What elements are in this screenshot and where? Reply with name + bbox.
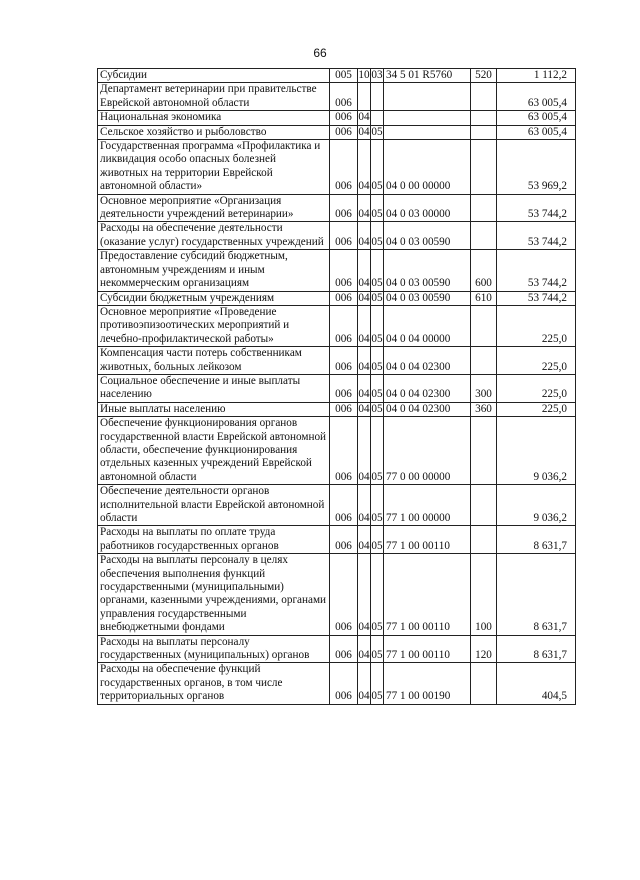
ministry-code-cell: 006: [330, 140, 358, 195]
amount-cell: 225,0: [497, 347, 576, 375]
amount-cell: 8 631,7: [497, 526, 576, 554]
ministry-code-cell: 006: [330, 526, 358, 554]
target-item-code-cell: 04 0 04 02300: [384, 402, 471, 416]
table-row: [98, 69, 576, 83]
row-name-cell: Расходы на обеспечение функций государственных органов, в том числе территориальных органов: [98, 663, 330, 704]
target-item-code-cell: 77 1 00 00110: [384, 635, 471, 663]
section-code-cell: 04: [358, 635, 371, 663]
section-code-cell: 04: [358, 347, 371, 375]
subsection-code-cell: 05: [371, 194, 384, 222]
amount-cell: 63 005,4: [497, 111, 576, 125]
expense-type-code-cell: [471, 305, 497, 346]
target-item-code-cell: 77 1 00 00110: [384, 526, 471, 554]
row-name-cell: Компенсация части потерь собственникам животных, больных лейкозом: [98, 347, 330, 375]
ministry-code-cell: 005: [330, 69, 358, 83]
ministry-code-cell: 006: [330, 305, 358, 346]
amount-cell: 63 005,4: [497, 125, 576, 139]
section-code-cell: 04: [358, 291, 370, 304]
row-name-cell: Социальное обеспечение и иные выплаты населению: [98, 374, 330, 402]
expense-type-code-cell: 600: [471, 250, 497, 291]
budget-table: [97, 68, 576, 705]
ministry-code-cell: 006: [330, 485, 358, 526]
section-code-cell: 04: [358, 125, 370, 138]
expense-type-code-cell: 360: [471, 402, 497, 416]
target-item-code-cell: 04 0 03 00590: [384, 291, 471, 305]
target-item-code-cell: [384, 83, 471, 111]
section-code-cell: 04: [358, 194, 371, 222]
subsection-code-cell: 05: [371, 663, 384, 704]
row-name-cell: Основное мероприятие «Организация деятельности учреждений ветеринарии»: [98, 194, 330, 222]
section-code-cell: 04: [358, 526, 371, 554]
subsection-code-cell: [371, 83, 384, 111]
ministry-code-cell: 006: [330, 417, 358, 485]
ministry-code-cell: 006: [330, 250, 358, 291]
amount-cell: 8 631,7: [497, 554, 576, 635]
row-name-cell: Национальная экономика: [98, 111, 330, 125]
amount-cell: 1 112,2: [497, 69, 576, 83]
table-row: [98, 222, 576, 250]
ministry-code-cell: 006: [330, 554, 358, 635]
expense-type-code-cell: [471, 125, 497, 139]
row-name-cell: Сельское хозяйство и рыболовство: [98, 125, 330, 139]
subsection-code-cell: 05: [371, 417, 384, 485]
section-code-cell: 04: [358, 305, 371, 346]
section-code-cell: [358, 83, 371, 111]
amount-cell: 63 005,4: [497, 83, 576, 111]
amount-cell: 53 744,2: [497, 222, 576, 250]
expense-type-code-cell: 520: [471, 69, 497, 83]
ministry-code-cell: 006: [330, 194, 358, 222]
row-name-cell: Иные выплаты населению: [98, 402, 330, 416]
subsection-code-cell: 05: [371, 250, 384, 291]
subsection-code-cell: 05: [371, 374, 384, 402]
amount-cell: 53 744,2: [497, 194, 576, 222]
expense-type-code-cell: 610: [471, 291, 497, 305]
table-row: [98, 194, 576, 222]
table-row: [98, 305, 576, 346]
table-row: [98, 83, 576, 111]
row-name-cell: Расходы на обеспечение деятельности (оказание услуг) государственных учреждений: [98, 222, 330, 250]
amount-cell: 404,5: [497, 663, 576, 704]
expense-type-code-cell: [471, 526, 497, 554]
expense-type-code-cell: [471, 347, 497, 375]
section-code-cell: 04: [358, 374, 371, 402]
table-row: [98, 526, 576, 554]
expense-type-code-cell: [471, 194, 497, 222]
table-row: [98, 402, 576, 416]
row-name-cell: Субсидии бюджетным учреждениям: [98, 291, 330, 305]
subsection-code-cell: 05: [371, 305, 384, 346]
table-row: [98, 485, 576, 526]
ministry-code-cell: 006: [330, 83, 358, 111]
section-code-cell: 04: [358, 402, 370, 415]
row-name-cell: Предоставление субсидий бюджетным, автономным учреждениям и иным некоммерческим организациям: [98, 250, 330, 291]
row-name-cell: Расходы на выплаты персоналу в целях обеспечения выполнения функций государственными (муниципальными) органами, казенными учреждениями, органами управления государственными внебюджетными фондами: [98, 554, 330, 635]
amount-cell: 8 631,7: [497, 635, 576, 663]
expense-type-code-cell: [471, 140, 497, 195]
expense-type-code-cell: 300: [471, 374, 497, 402]
table-row: [98, 125, 576, 139]
ministry-code-cell: 006: [330, 374, 358, 402]
subsection-code-cell: 05: [371, 485, 384, 526]
section-code-cell: 10: [358, 69, 370, 81]
table-row: [98, 347, 576, 375]
budget-table-body: [98, 69, 576, 705]
expense-type-code-cell: 120: [471, 635, 497, 663]
amount-cell: 225,0: [497, 305, 576, 346]
expense-type-code-cell: 100: [471, 554, 497, 635]
section-code-cell: 04: [358, 417, 371, 485]
subsection-code-cell: [371, 111, 384, 125]
section-code-cell: 04: [358, 111, 370, 124]
subsection-code-cell: 05: [371, 635, 384, 663]
ministry-code-cell: 006: [330, 347, 358, 375]
subsection-code-cell: 05: [371, 347, 384, 375]
expense-type-code-cell: [471, 663, 497, 704]
ministry-code-cell: 006: [330, 291, 358, 305]
subsection-code-cell: 05: [371, 402, 383, 415]
amount-cell: 53 744,2: [497, 250, 576, 291]
ministry-code-cell: 006: [330, 111, 358, 125]
row-name-cell: Расходы на выплаты персоналу государственных (муниципальных) органов: [98, 635, 330, 663]
subsection-code-cell: 05: [371, 125, 383, 138]
section-code-cell: 04: [358, 222, 371, 250]
table-row: [98, 663, 576, 704]
amount-cell: 9 036,2: [497, 417, 576, 485]
subsection-code-cell: 05: [371, 291, 383, 304]
amount-cell: 225,0: [497, 402, 576, 416]
expense-type-code-cell: [471, 83, 497, 111]
ministry-code-cell: 006: [330, 635, 358, 663]
table-row: [98, 635, 576, 663]
expense-type-code-cell: [471, 111, 497, 125]
target-item-code-cell: 77 1 00 00190: [384, 663, 471, 704]
row-name-cell: Субсидии: [98, 69, 330, 83]
target-item-code-cell: 77 1 00 00110: [384, 554, 471, 635]
ministry-code-cell: 006: [330, 125, 358, 139]
table-row: [98, 111, 576, 125]
subsection-code-cell: 05: [371, 222, 384, 250]
target-item-code-cell: 04 0 04 02300: [384, 347, 471, 375]
section-code-cell: 04: [358, 485, 371, 526]
amount-cell: 9 036,2: [497, 485, 576, 526]
target-item-code-cell: 77 1 00 00000: [384, 485, 471, 526]
row-name-cell: Обеспечение функционирования органов государственной власти Еврейской автономной области, обеспечение функционирования отдельных казенных учреждений Еврейской автономной области: [98, 417, 330, 485]
ministry-code-cell: 006: [330, 402, 358, 416]
target-item-code-cell: 04 0 03 00590: [384, 250, 471, 291]
section-code-cell: 04: [358, 250, 371, 291]
ministry-code-cell: 006: [330, 222, 358, 250]
page-number: 66: [313, 46, 327, 60]
amount-cell: 225,0: [497, 374, 576, 402]
target-item-code-cell: [384, 125, 471, 139]
target-item-code-cell: [384, 111, 471, 125]
section-code-cell: 04: [358, 140, 371, 195]
table-row: [98, 554, 576, 635]
table-row: [98, 291, 576, 305]
table-row: [98, 374, 576, 402]
subsection-code-cell: 05: [371, 526, 384, 554]
target-item-code-cell: 77 0 00 00000: [384, 417, 471, 485]
amount-cell: 53 969,2: [497, 140, 576, 195]
target-item-code-cell: 04 0 00 00000: [384, 140, 471, 195]
amount-cell: 53 744,2: [497, 291, 576, 305]
target-item-code-cell: 34 5 01 R5760: [384, 69, 471, 83]
target-item-code-cell: 04 0 03 00000: [384, 194, 471, 222]
expense-type-code-cell: [471, 222, 497, 250]
ministry-code-cell: 006: [330, 663, 358, 704]
table-row: [98, 250, 576, 291]
row-name-cell: Обеспечение деятельности органов исполнительной власти Еврейской автономной области: [98, 485, 330, 526]
table-row: [98, 140, 576, 195]
row-name-cell: Государственная программа «Профилактика и ликвидация особо опасных болезней животных на территории Еврейской автономной области»: [98, 140, 330, 195]
target-item-code-cell: 04 0 04 02300: [384, 374, 471, 402]
section-code-cell: 04: [358, 663, 371, 704]
subsection-code-cell: 03: [371, 69, 383, 81]
section-code-cell: 04: [358, 554, 371, 635]
row-name-cell: Департамент ветеринарии при правительстве Еврейской автономной области: [98, 83, 330, 111]
row-name-cell: Расходы на выплаты по оплате труда работников государственных органов: [98, 526, 330, 554]
table-row: [98, 417, 576, 485]
expense-type-code-cell: [471, 485, 497, 526]
expense-type-code-cell: [471, 417, 497, 485]
target-item-code-cell: 04 0 03 00590: [384, 222, 471, 250]
subsection-code-cell: 05: [371, 554, 384, 635]
subsection-code-cell: 05: [371, 140, 384, 195]
target-item-code-cell: 04 0 04 00000: [384, 305, 471, 346]
row-name-cell: Основное мероприятие «Проведение противоэпизоотических мероприятий и лечебно-профилактической работы»: [98, 305, 330, 346]
